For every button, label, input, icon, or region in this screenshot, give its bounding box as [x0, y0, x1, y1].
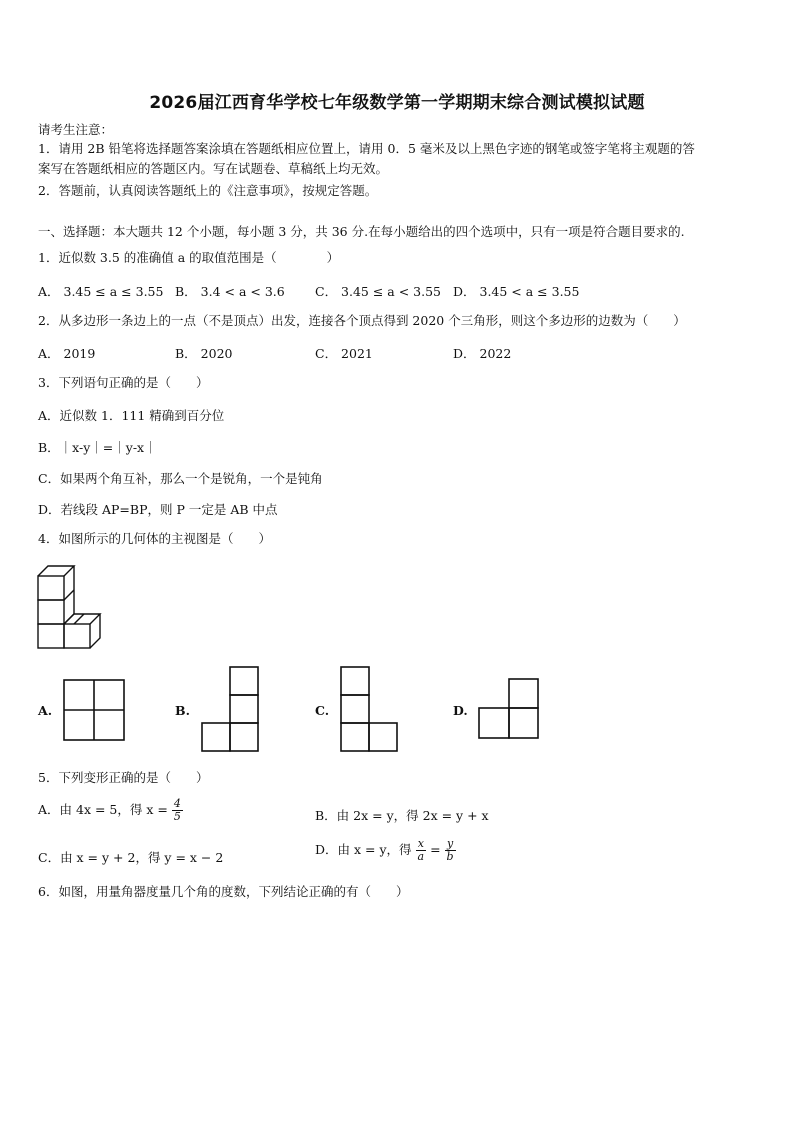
- question-4-option-a-label[interactable]: A.: [38, 703, 53, 718]
- question-5-option-b[interactable]: B．由 2x = y，得 2x = y + x: [315, 808, 489, 823]
- question-3-option-d[interactable]: D．若线段 AP=BP，则 P 一定是 AB 中点: [38, 502, 278, 517]
- fraction-numerator: x: [416, 838, 427, 851]
- question-4-option-d-label[interactable]: D.: [453, 703, 468, 718]
- question-3-option-b[interactable]: B．｜x-y｜=｜y-x｜: [38, 440, 157, 455]
- question-5-option-a[interactable]: [38, 798, 183, 823]
- question-3-option-a[interactable]: A．近似数 1．111 精确到百分位: [38, 408, 225, 423]
- question-2-stem: 2．从多边形一条边上的一点（不是顶点）出发，连接各个顶点得到 2020 个三角形，则这个多边形的边数为（ ）: [38, 313, 686, 328]
- question-4-option-a-figure[interactable]: [63, 679, 125, 741]
- question-1-option-a[interactable]: A． 3.45 ≤ a ≤ 3.55: [38, 284, 164, 299]
- question-5-option-d-fraction-left: [416, 838, 427, 863]
- question-5-option-d-fraction-right: [445, 838, 456, 863]
- notice-item-1-line-2: 案写在答题纸相应的答题区内。写在试题卷、草稿纸上均无效。: [38, 161, 389, 176]
- notice-item-1-line-1: 1．请用 2B 铅笔将选择题答案涂填在答题纸相应位置上，请用 0．5 毫米及以上黑色字迹的钢笔或签字笔将主观题的答: [38, 141, 695, 156]
- question-4-option-b-figure[interactable]: [201, 666, 261, 754]
- question-4-stem: 4．如图所示的几何体的主视图是（ ）: [38, 531, 271, 546]
- question-1-option-d[interactable]: D． 3.45 < a ≤ 3.55: [453, 284, 580, 299]
- question-2-option-d[interactable]: D． 2022: [453, 346, 512, 361]
- question-5-option-a-fraction: [172, 798, 183, 823]
- fraction-denominator: b: [446, 850, 454, 863]
- question-2-option-b[interactable]: B． 2020: [175, 346, 233, 361]
- page-title: 2026届江西育华学校七年级数学第一学期期末综合测试模拟试题: [149, 93, 645, 113]
- fraction-denominator: a: [417, 850, 425, 863]
- question-5-option-a-text: A．由 4x = 5，得 x =: [38, 802, 168, 817]
- question-2-option-c[interactable]: C． 2021: [315, 346, 373, 361]
- notice-heading: 请考生注意：: [38, 122, 114, 137]
- question-6-stem: 6．如图，用量角器度量几个角的度数，下列结论正确的有（ ）: [38, 884, 409, 899]
- question-4-option-c-label[interactable]: C.: [315, 703, 330, 718]
- question-3-stem: 3．下列语句正确的是（ ）: [38, 375, 209, 390]
- question-5-option-c[interactable]: C．由 x = y + 2，得 y = x − 2: [38, 850, 224, 865]
- question-5-stem: 5．下列变形正确的是（ ）: [38, 770, 209, 785]
- section-heading: 一、选择题：本大题共 12 个小题，每小题 3 分，共 36 分.在每小题给出的四个选项中，只有一项是符合题目要求的.: [38, 224, 685, 239]
- question-5-option-d-text: D．由 x = y，得: [315, 842, 412, 857]
- question-1-option-b[interactable]: B． 3.4 < a < 3.6: [175, 284, 285, 299]
- question-4-solid-figure: [36, 562, 108, 652]
- fraction-numerator: 4: [173, 797, 181, 810]
- question-4-option-c-figure[interactable]: [340, 666, 400, 754]
- question-4-option-d-figure[interactable]: [478, 678, 540, 740]
- question-5-option-d[interactable]: [315, 838, 456, 863]
- fraction-numerator: y: [445, 838, 456, 851]
- question-3-option-c[interactable]: C．如果两个角互补，那么一个是锐角，一个是钝角: [38, 471, 323, 486]
- equals-sign: =: [430, 842, 441, 857]
- question-1-stem: 1．近似数 3.5 的准确值 a 的取值范围是（ ）: [38, 250, 340, 265]
- question-2-option-a[interactable]: A． 2019: [38, 346, 96, 361]
- question-4-option-b-label[interactable]: B.: [175, 703, 190, 718]
- fraction-denominator: 5: [173, 810, 181, 823]
- question-1-option-c[interactable]: C． 3.45 ≤ a < 3.55: [315, 284, 441, 299]
- notice-item-2: 2．答题前，认真阅读答题纸上的《注意事项》，按规定答题。: [38, 183, 378, 198]
